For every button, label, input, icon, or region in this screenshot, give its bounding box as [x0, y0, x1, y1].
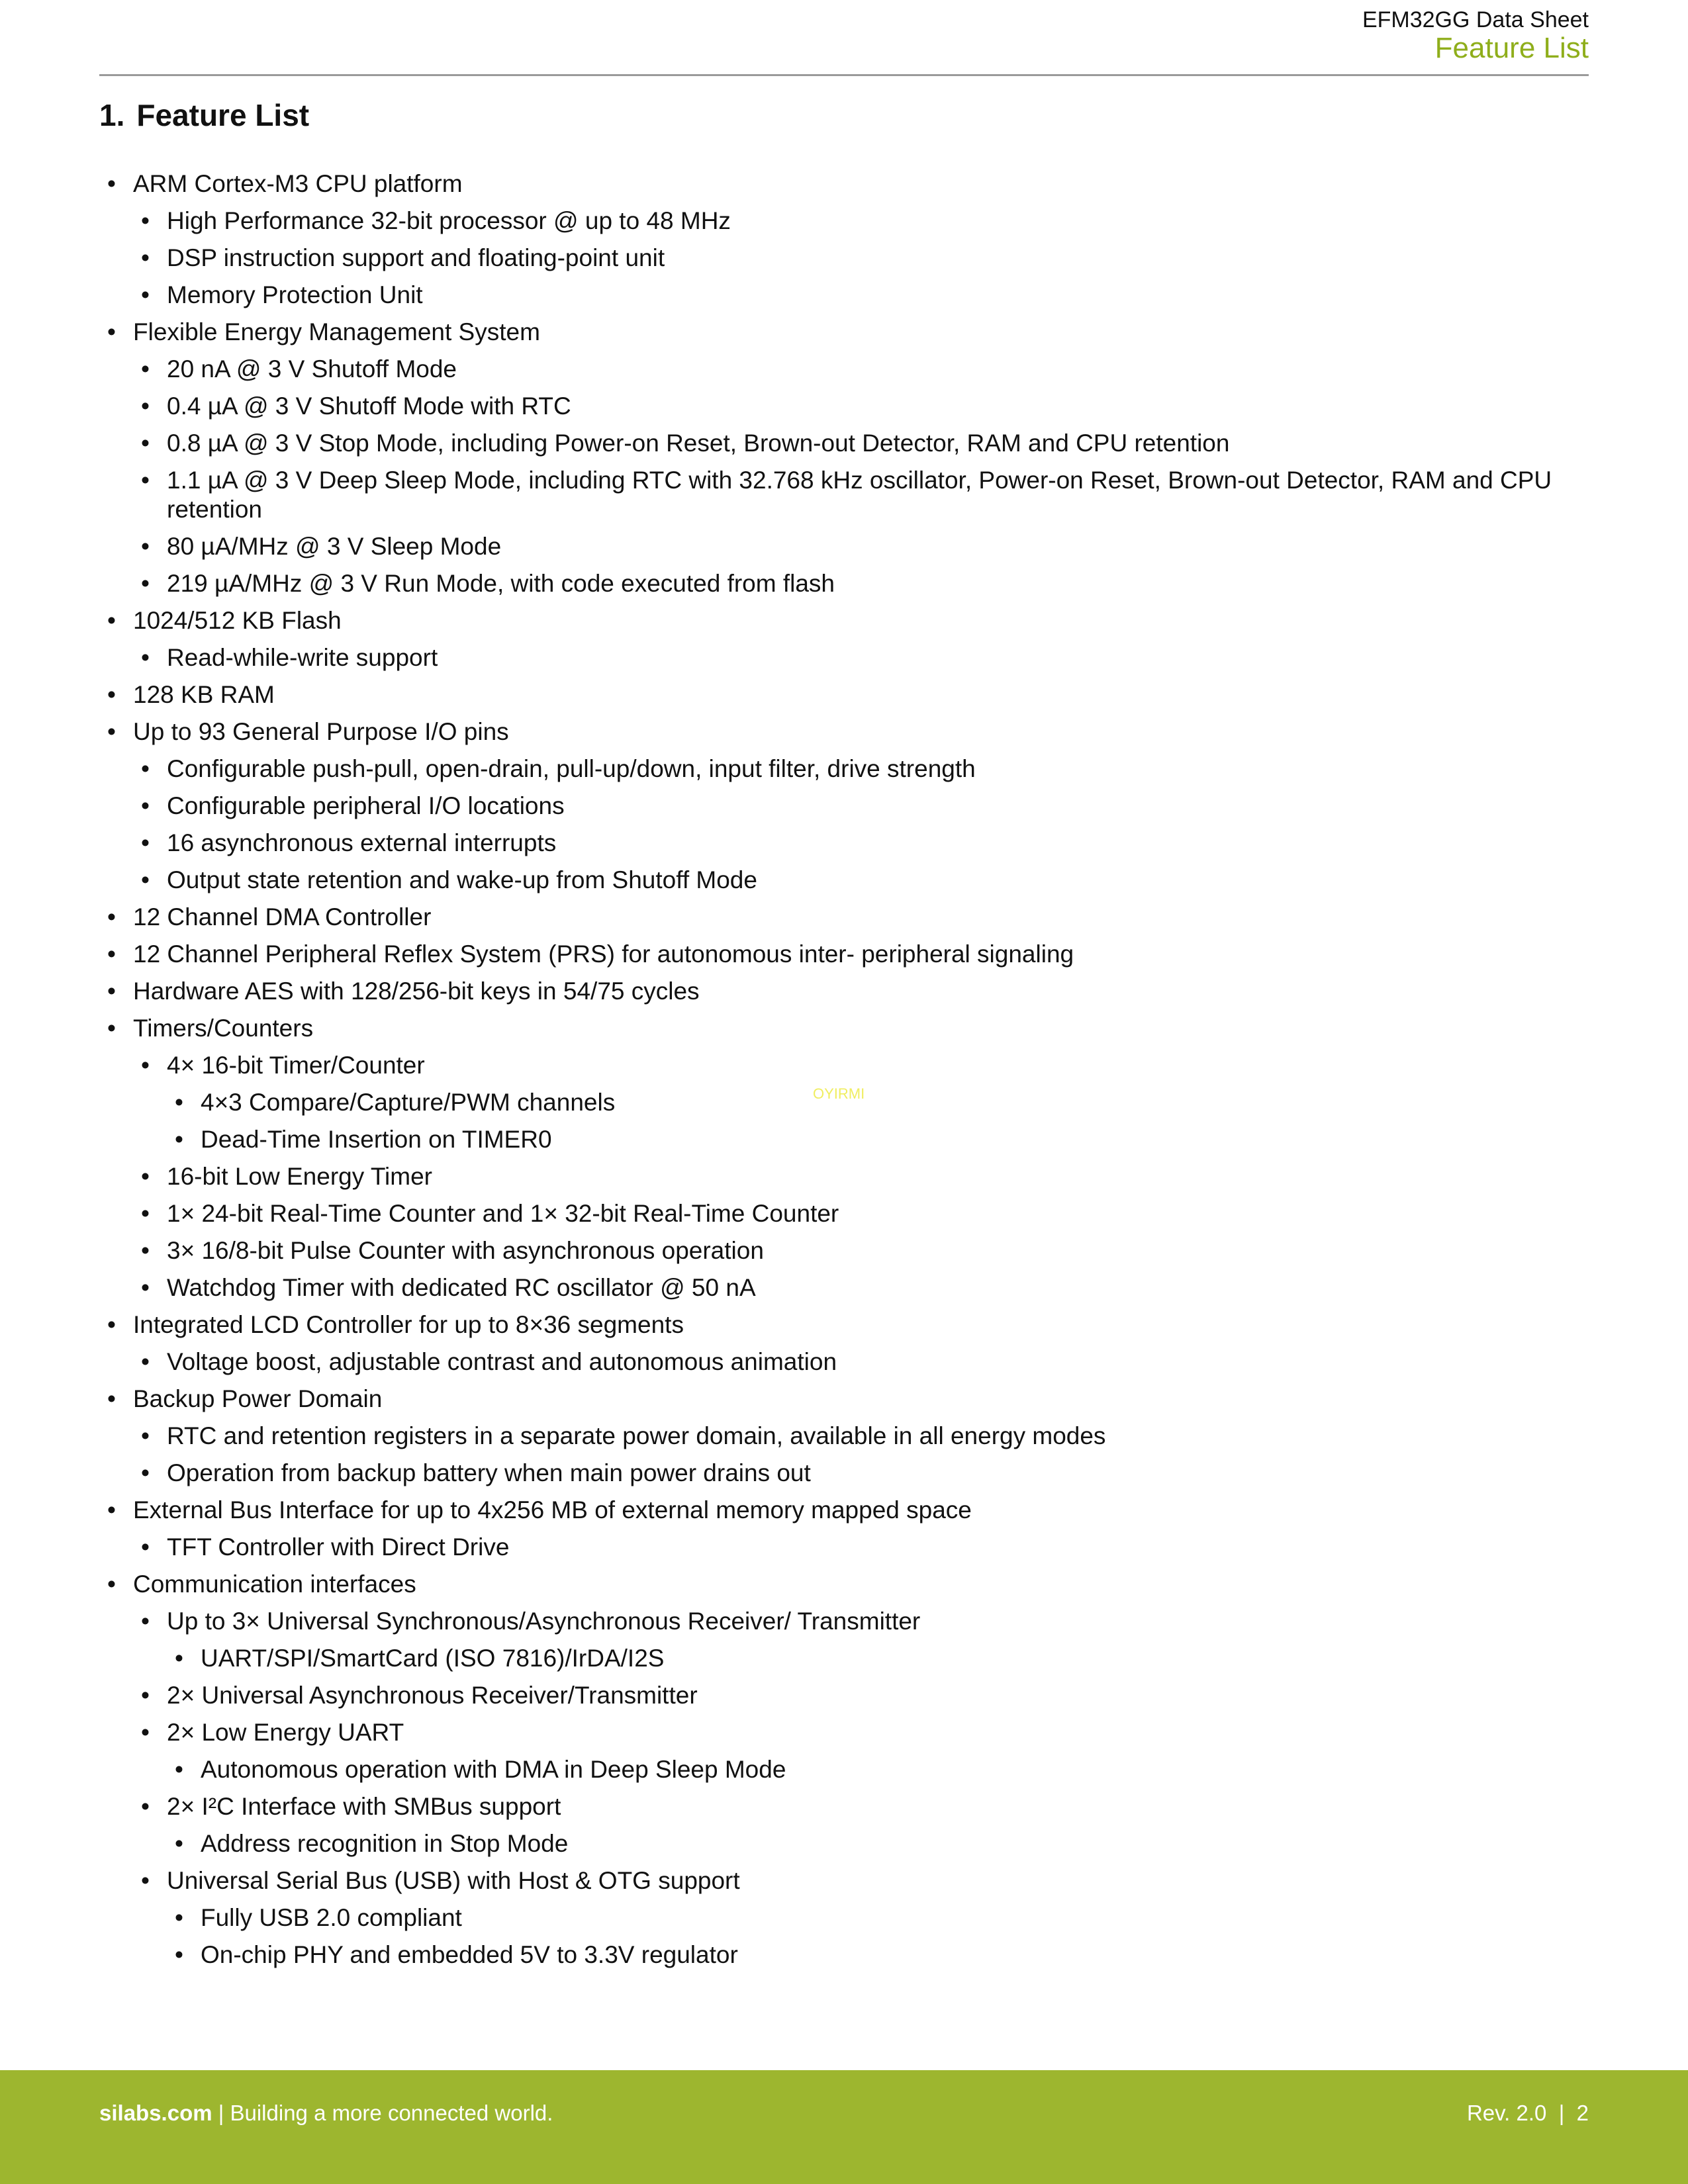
page-footer: [0, 2070, 1688, 2184]
sub-list: [0, 1340, 1589, 1377]
list-item: [0, 1191, 1589, 1228]
list-item: [0, 524, 1589, 561]
list-item: [0, 384, 1589, 421]
list-item-row: [0, 1191, 1589, 1228]
bullet-icon: •: [107, 1570, 116, 1598]
list-item-text: RTC and retention registers in a separate power domain, available in all energy modes: [167, 1422, 1106, 1449]
list-item: [0, 458, 1589, 524]
list-item-row: [0, 895, 1589, 932]
list-item-row: [0, 1154, 1589, 1191]
list-item-row: [0, 1488, 1589, 1525]
bullet-icon: •: [141, 1682, 150, 1709]
bullet-icon: •: [141, 1459, 150, 1486]
bullet-icon: •: [175, 1756, 183, 1783]
list-item: [0, 821, 1589, 858]
list-item-text: Fully USB 2.0 compliant: [201, 1904, 462, 1931]
bullet-icon: •: [107, 718, 116, 745]
list-item: [0, 932, 1589, 969]
header-divider: [99, 74, 1589, 76]
list-item-text: TFT Controller with Direct Drive: [167, 1533, 510, 1561]
bullet-icon: •: [141, 866, 150, 893]
list-item-text: 12 Channel Peripheral Reflex System (PRS) for autonomous inter- peripheral signaling: [133, 940, 1074, 968]
list-item-row: [0, 672, 1589, 709]
list-item-text: High Performance 32-bit processor @ up to 48 MHz: [167, 207, 731, 234]
list-item-text: Operation from backup battery when main power drains out: [167, 1459, 811, 1486]
list-item-row: [0, 161, 1589, 199]
list-item: [0, 421, 1589, 458]
list-item-row: [0, 1673, 1589, 1710]
list-item-row: [0, 1933, 1589, 1970]
list-item-text: 1024/512 KB Flash: [133, 607, 342, 634]
list-item: [0, 858, 1589, 895]
list-item: [0, 1451, 1589, 1488]
list-item: [0, 1340, 1589, 1377]
bullet-icon: •: [141, 1608, 150, 1635]
list-item-text: Flexible Energy Management System: [133, 318, 540, 345]
list-item: [0, 1414, 1589, 1451]
bullet-icon: •: [141, 792, 150, 819]
sub-list: [0, 1747, 1589, 1784]
list-item: [0, 1302, 1589, 1377]
page-title: [99, 94, 309, 136]
list-item-row: [0, 747, 1589, 784]
list-item: [0, 1488, 1589, 1562]
list-item-row: [0, 969, 1589, 1006]
list-item-row: [0, 1451, 1589, 1488]
sub-list: [0, 1821, 1589, 1858]
bullet-icon: •: [141, 430, 150, 457]
list-item: [0, 1673, 1589, 1710]
list-item-text: 0.8 µA @ 3 V Stop Mode, including Power-on Reset, Brown-out Detector, RAM and CPU retention: [167, 430, 1230, 457]
list-item-text: 80 µA/MHz @ 3 V Sleep Mode: [167, 533, 502, 560]
list-item: [0, 1858, 1589, 1970]
list-item-text: Watchdog Timer with dedicated RC oscillator @ 50 nA: [167, 1274, 756, 1301]
bullet-icon: •: [141, 392, 150, 420]
sub-list: [0, 1599, 1589, 1970]
list-item: [0, 1265, 1589, 1302]
list-item: [0, 672, 1589, 709]
list-item-row: [0, 1895, 1589, 1933]
list-item: [0, 1784, 1589, 1858]
bullet-icon: •: [141, 1052, 150, 1079]
list-item-row: [0, 1080, 1589, 1117]
list-item-row: [0, 273, 1589, 310]
watermark: OYIRMI: [813, 1085, 865, 1102]
bullet-icon: •: [175, 1830, 183, 1857]
list-item: [0, 1228, 1589, 1265]
list-item: [0, 1636, 1589, 1673]
list-item: [0, 895, 1589, 932]
bullet-icon: •: [141, 1163, 150, 1190]
footer-brand-link[interactable]: silabs.com: [99, 2101, 212, 2125]
list-item-text: 219 µA/MHz @ 3 V Run Mode, with code executed from flash: [167, 570, 835, 597]
list-item-text: Timers/Counters: [133, 1015, 314, 1042]
bullet-icon: •: [175, 1941, 183, 1968]
section-title: Feature List: [136, 98, 310, 132]
list-item: [0, 236, 1589, 273]
list-item: [0, 1525, 1589, 1562]
footer-tagline: | Building a more connected world.: [212, 2101, 553, 2125]
list-item-text: Voltage boost, adjustable contrast and autonomous animation: [167, 1348, 837, 1375]
list-item: [0, 1117, 1589, 1154]
bullet-icon: •: [141, 533, 150, 560]
bullet-icon: •: [107, 978, 116, 1005]
bullet-icon: •: [107, 903, 116, 931]
list-item-row: [0, 858, 1589, 895]
list-item-text: 12 Channel DMA Controller: [133, 903, 432, 931]
list-item-row: [0, 1117, 1589, 1154]
list-item-row: [0, 932, 1589, 969]
bullet-icon: •: [141, 1719, 150, 1746]
list-item-row: [0, 458, 1589, 524]
list-item-row: [0, 1636, 1589, 1673]
bullet-icon: •: [141, 1237, 150, 1264]
list-item: [0, 1747, 1589, 1784]
bullet-icon: •: [141, 355, 150, 383]
list-item-text: 2× Universal Asynchronous Receiver/Transmitter: [167, 1682, 698, 1709]
list-item: [0, 598, 1589, 672]
list-item-row: [0, 821, 1589, 858]
list-item: [0, 635, 1589, 672]
list-item-row: [0, 1858, 1589, 1895]
list-item: [0, 1933, 1589, 1970]
list-item-text: Autonomous operation with DMA in Deep Sleep Mode: [201, 1756, 786, 1783]
list-item-row: [0, 524, 1589, 561]
list-item-text: 20 nA @ 3 V Shutoff Mode: [167, 355, 457, 383]
list-item-row: [0, 598, 1589, 635]
list-item-row: [0, 1562, 1589, 1599]
list-item-text: 1× 24-bit Real-Time Counter and 1× 32-bit Real-Time Counter: [167, 1200, 839, 1227]
list-item-row: [0, 1784, 1589, 1821]
list-item: [0, 310, 1589, 598]
list-item-text: Configurable peripheral I/O locations: [167, 792, 565, 819]
page-header: [1362, 8, 1589, 65]
list-item-row: [0, 421, 1589, 458]
bullet-icon: •: [141, 244, 150, 271]
bullet-icon: •: [107, 318, 116, 345]
list-item-row: [0, 709, 1589, 747]
list-item: [0, 1821, 1589, 1858]
sub-list: [0, 1895, 1589, 1970]
list-item: [0, 561, 1589, 598]
list-item-text: Dead-Time Insertion on TIMER0: [201, 1126, 552, 1153]
bullet-icon: •: [141, 1274, 150, 1301]
sub-list: [0, 347, 1589, 598]
list-item: [0, 347, 1589, 384]
bullet-icon: •: [141, 467, 150, 494]
list-item-text: 2× Low Energy UART: [167, 1719, 404, 1746]
bullet-icon: •: [141, 829, 150, 856]
sub-list: [0, 199, 1589, 310]
document-title: EFM32GG Data Sheet: [1362, 7, 1589, 32]
footer-right: [1467, 2101, 1589, 2126]
bullet-icon: •: [107, 1496, 116, 1524]
list-item: [0, 199, 1589, 236]
bullet-icon: •: [107, 607, 116, 634]
list-item-row: [0, 1228, 1589, 1265]
list-item-row: [0, 561, 1589, 598]
list-item-row: [0, 1821, 1589, 1858]
section-label: Feature List: [1434, 32, 1589, 64]
list-item-text: 16 asynchronous external interrupts: [167, 829, 557, 856]
list-item-text: Up to 93 General Purpose I/O pins: [133, 718, 509, 745]
list-item-row: [0, 1525, 1589, 1562]
list-item-row: [0, 1599, 1589, 1636]
bullet-icon: •: [107, 170, 116, 197]
list-item: [0, 1006, 1589, 1302]
list-item: [0, 1377, 1589, 1488]
bullet-icon: •: [107, 1385, 116, 1412]
list-item-row: [0, 347, 1589, 384]
list-item: [0, 1080, 1589, 1117]
bullet-icon: •: [141, 570, 150, 597]
revision-label: Rev. 2.0: [1466, 2101, 1547, 2125]
list-item: [0, 161, 1589, 310]
sub-list: [0, 1414, 1589, 1488]
list-item-text: UART/SPI/SmartCard (ISO 7816)/IrDA/I2S: [201, 1645, 665, 1672]
list-item-row: [0, 1710, 1589, 1747]
list-item: [0, 1562, 1589, 1970]
list-item-text: ARM Cortex-M3 CPU platform: [133, 170, 463, 197]
bullet-icon: •: [107, 681, 116, 708]
sub-list: [0, 1080, 1589, 1154]
footer-separator: |: [1546, 2101, 1577, 2125]
list-item-text: Hardware AES with 128/256-bit keys in 54/75 cycles: [133, 978, 700, 1005]
bullet-icon: •: [107, 940, 116, 968]
bullet-icon: •: [141, 281, 150, 308]
bullet-icon: •: [107, 1015, 116, 1042]
bullet-icon: •: [175, 1904, 183, 1931]
list-item: [0, 1710, 1589, 1784]
list-item-row: [0, 784, 1589, 821]
bullet-icon: •: [141, 1200, 150, 1227]
list-item-text: On-chip PHY and embedded 5V to 3.3V regulator: [201, 1941, 738, 1968]
bullet-icon: •: [141, 1867, 150, 1894]
list-item-text: Universal Serial Bus (USB) with Host & OTG support: [167, 1867, 740, 1894]
bullet-icon: •: [175, 1089, 183, 1116]
list-item-text: 1.1 µA @ 3 V Deep Sleep Mode, including RTC with 32.768 kHz oscillator, Power-on Reset, Brown-out Detector, RAM and CPU retention: [167, 467, 1552, 523]
list-item-row: [0, 1043, 1589, 1080]
list-item-text: 4× 16-bit Timer/Counter: [167, 1052, 425, 1079]
list-item-text: Configurable push-pull, open-drain, pull-up/down, input filter, drive strength: [167, 755, 976, 782]
list-item-text: External Bus Interface for up to 4x256 MB of external memory mapped space: [133, 1496, 972, 1524]
list-item-text: 4×3 Compare/Capture/PWM channels: [201, 1089, 616, 1116]
list-item: [0, 747, 1589, 784]
list-item-text: Read-while-write support: [167, 644, 438, 671]
list-item-row: [0, 384, 1589, 421]
bullet-icon: •: [141, 207, 150, 234]
list-item-text: Address recognition in Stop Mode: [201, 1830, 569, 1857]
list-item: [0, 273, 1589, 310]
list-item: [0, 784, 1589, 821]
list-item: [0, 1599, 1589, 1673]
bullet-icon: •: [141, 1533, 150, 1561]
bullet-icon: •: [141, 1348, 150, 1375]
list-item-text: 0.4 µA @ 3 V Shutoff Mode with RTC: [167, 392, 571, 420]
section-number: 1.: [99, 98, 125, 132]
sub-list: [0, 1525, 1589, 1562]
sub-list: [0, 1636, 1589, 1673]
list-item-row: [0, 635, 1589, 672]
bullet-icon: •: [141, 1793, 150, 1820]
list-item-row: [0, 236, 1589, 273]
sub-list: [0, 747, 1589, 895]
list-item-text: Memory Protection Unit: [167, 281, 423, 308]
list-item-row: [0, 199, 1589, 236]
list-item: [0, 1043, 1589, 1154]
bullet-icon: •: [141, 644, 150, 671]
list-item-row: [0, 1414, 1589, 1451]
page-number: 2: [1576, 2101, 1589, 2125]
list-item-text: 3× 16/8-bit Pulse Counter with asynchronous operation: [167, 1237, 764, 1264]
list-item: [0, 1895, 1589, 1933]
sub-list: [0, 635, 1589, 672]
list-item-text: Communication interfaces: [133, 1570, 416, 1598]
list-item: [0, 1154, 1589, 1191]
feature-list: [0, 161, 1589, 1970]
sub-list: [0, 1043, 1589, 1302]
list-item-text: Up to 3× Universal Synchronous/Asynchronous Receiver/ Transmitter: [167, 1608, 921, 1635]
list-item-row: [0, 1747, 1589, 1784]
bullet-icon: •: [141, 1422, 150, 1449]
list-item-text: Backup Power Domain: [133, 1385, 383, 1412]
list-item-row: [0, 1340, 1589, 1377]
bullet-icon: •: [175, 1126, 183, 1153]
list-item-row: [0, 1006, 1589, 1043]
bullet-icon: •: [175, 1645, 183, 1672]
list-item-row: [0, 1265, 1589, 1302]
list-item-text: Integrated LCD Controller for up to 8×36 segments: [133, 1311, 684, 1338]
bullet-icon: •: [141, 755, 150, 782]
list-item-row: [0, 1377, 1589, 1414]
list-item: [0, 709, 1589, 895]
list-item-text: 2× I²C Interface with SMBus support: [167, 1793, 561, 1820]
footer-left: [99, 2101, 553, 2126]
list-item: [0, 969, 1589, 1006]
bullet-icon: •: [107, 1311, 116, 1338]
list-item-text: Output state retention and wake-up from Shutoff Mode: [167, 866, 757, 893]
list-item-text: DSP instruction support and floating-point unit: [167, 244, 665, 271]
list-item-row: [0, 310, 1589, 347]
list-item-text: 128 KB RAM: [133, 681, 275, 708]
list-item-text: 16-bit Low Energy Timer: [167, 1163, 433, 1190]
list-item-row: [0, 1302, 1589, 1340]
